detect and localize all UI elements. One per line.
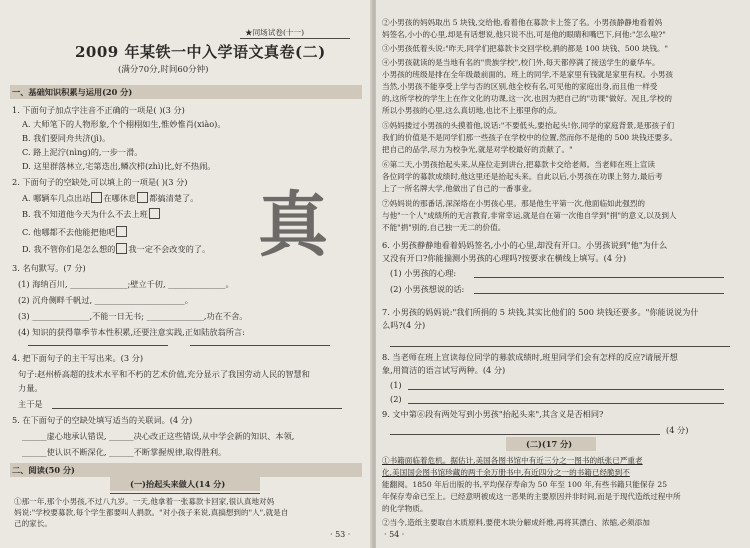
q2-d-part2: 我一定不会改变的了。 [128,244,211,254]
q1-option-b: B. 我们要同舟共济(jì)。 [22,133,111,143]
q5-stem: 5. 在下面句子的空缺处填写适当的关联词。(4 分) [12,415,193,425]
q1-option-d: D. 这里群落林立,宅第迭出,鳞次栉(zhì)比,好不热闹。 [22,161,216,171]
page-number-left: · 53 · [330,530,351,539]
passage-1-para-4-end: 所以小男孩的心里,这么真切地,也比不上那里你的点。 [382,106,562,115]
passage-2-para-2: ②当今,造纸主要取自木质原料,要使木块分解成纤维,再将其漂白、浓缩,必须添加 [382,518,650,527]
passage-1-para-2-cont: 妈签名,小小的心里,却是有话想说,他只说不出,可是他的眼睛和嘴巴下,问他:"怎么啦?" [382,30,666,39]
q2-stem: 2. 下面句子的空缺处,可以填上的一项是( )(3 分) [12,177,188,187]
q3-stem: 3. 名句默写。(7 分) [12,263,86,273]
q3-line-2: (2) 沉舟侧畔千帆过, ______________________。 [18,295,193,305]
q8-answer-2-label: (2) [390,394,402,404]
answer-line [28,345,168,346]
q2-option-d [22,243,210,254]
q3-line-1: (1) 海纳百川, ______________;壁立千仞, ______________。 [18,279,234,289]
q3-line-4: (4) 知识的获得靠季节本性积累,还要注意实践,正如陆放翁所言: [18,327,245,337]
q2-b-text: B. 我不知道他今天为什么不去上班 [22,209,148,219]
q3-line-3: (3) ______________,不能一日无书; ______________,功在不舍。 [18,311,248,321]
watermark-stamp: 真 [258,184,328,266]
passage-1-title: (一)抬起头来做人(14 分) [130,479,226,489]
q7-stem-cont: 么吗?(4 分) [382,320,426,330]
passage-2-para-1: ①书籍面临着危机。据估计,美国各图书馆中有近三分之一图书的纸张已严重老 [382,456,643,465]
passage-1-para-4-cont: 当然,小男孩不能享受上学与否的区别,他全校有名,可见他的家庭出身,而且他一样受 [382,82,658,91]
passage-1-para-6: ⑥第二天,小男孩抬起头来,从座位走到讲台,把募款卡交给老师。当老师在班上宣读 [382,160,656,169]
passage-2-para-1-cont: 能翻阅。1850 年后出版的书,平均保存寿命为 50 年至 100 年,有些书籍只能保存 25 [382,480,668,489]
left-page [0,0,372,548]
section-2-title: 二、阅读(50 分) [12,465,75,475]
q1-option-c: C. 路上泥泞(nìng)的,一步一滑。 [22,147,143,157]
passage-1-para-5-end: 把自己的品学,尽力为校争光,就是对学校最好的贡献了。" [382,145,573,154]
q8-stem: 8. 当老师在班上宣读每位同学的募款成绩时,班里同学们会有怎样的反应?请展开想 [382,352,678,362]
q2-option-c [22,226,128,237]
q5-line-2: ______使认识不断深化, ______不断掌握规律,取得胜利。 [22,447,227,457]
passage-1-para-7: ⑦妈妈说的那番话,深深烙在小男孩心里。那是他生平第一次,他面临如此强烈的 [382,199,646,208]
passage-2-title: (二)(17 分) [526,439,573,449]
q2-c-text: C. 他哪都不去他能把他吧 [22,227,116,237]
q8-stem-cont: 象,用简洁的语言试写两种。(4 分) [382,365,506,375]
passage-2-para-1-cont: 年保存寿命已至上。已经意明被成这一恶果的主要原因并非时间,而是于现代造纸过程中所 [382,492,681,501]
answer-line [390,346,730,347]
q2-option-a [22,192,198,203]
q2-a-part3: 都搞清楚了。 [149,193,199,203]
section-1-title: 一、基础知识积累与运用(20 分) [12,87,133,97]
passage-1-para-4-cont: 的,这所学校的学生上在作文化的功课,这一次,也因为把自己的"功课"做好。况且,学校的 [382,94,673,103]
q2-a-part1: A. 哪辆车几点出站 [22,193,91,203]
exam-subtitle: (满分70分,时间60分钟) [118,65,209,75]
q9-stem: 9. 文中第⑥段有两处写到小男孩"抬起头来",其含义是否相同? [382,409,604,419]
q6-stem-cont: 又没有开口?你能揣测小男孩的心理吗?按要求在横线上填写。(4 分) [382,253,627,263]
answer-line [408,403,724,404]
q7-stem: 7. 小男孩的妈妈说:"我们所捐的 5 块钱,其实比他们的 500 块钱还要多。"你能说说为什 [382,307,699,317]
blank-box [149,208,160,219]
passage-1-para-4: ④小男孩就读的是当地有名的"贵族学校",校门外,每天都停满了接送学生的豪华车。 [382,58,660,67]
page-number-right: · 54 · [384,530,405,539]
q9-points: (4 分) [666,425,689,435]
q2-a-part2: 在哪休息 [103,193,137,203]
blank-box [116,226,127,237]
passage-1-para-3: ③小男孩低着头说:"昨天,同学们把募款卡交回学校,捐的都是 100 块钱、500 块钱。" [382,44,669,53]
blank-box [116,243,127,254]
title-rule [110,493,260,494]
passage-2-para-1-end: 的化学物质。 [382,504,428,513]
passage-1-para-7-end: 不能"捐"别的,自己独一无二的价值。 [382,223,506,232]
exam-title: 2009 年某铁一中入学语文真卷(二) [75,43,326,61]
blank-box [137,192,148,203]
q2-d-part1: D. 我不管你们是怎么想的 [22,244,116,254]
answer-line [408,389,724,390]
q4-sentence-cont: 力量。 [18,383,43,393]
passage-1-para-1-cont: 妈说:"学校要募款,每个学生都要叫人捐款。"对小孩子来说,真搞想到的"人",就是自 [14,508,289,517]
answer-line [390,434,660,435]
q6-stem: 6. 小男孩静静地看着妈妈签名,小小的心里,却没有开口。小男孩说到"他"为什么 [382,240,668,250]
passage-1-para-6-cont: 各位同学的募款成绩时,他这里还是抬起头来。自此以后,小男孩在功课上努力,最后考 [382,172,663,181]
passage-1-para-4-cont: 小男孩的班级是排在全年级最前面的。班上的同学,不是家里有钱就是家里有权。小男孩 [382,70,673,79]
q6-answer-a-label: (1) 小男孩的心理: [390,268,457,278]
q4-answer-label: 主干是 [18,399,43,409]
passage-2-para-1-cont: 化,美国国会图书馆珍藏的两千余万册书中,有近四分之一的书籍已经脆到不 [382,468,630,477]
exam-series-tag: ★同场试卷(十一) [245,28,305,37]
q1-stem: 1. 下面句子加点字注音不正确的一项是( )(3 分) [12,105,185,115]
passage-1-para-1-end: 己的家长。 [14,519,52,528]
q8-answer-1-label: (1) [390,380,402,390]
answer-line [474,277,724,278]
passage-1-para-5-cont: 我们的价值是不是同学们那一些孩子在学校中的位置,然而你不是他的 500 块钱还要多。 [382,133,678,142]
q6-answer-b-label: (2) 小男孩想说的话: [390,284,465,294]
q4-sentence: 句子:赵州桥高超的技术水平和不朽的艺术价值,充分显示了我国劳动人民的智慧和 [18,369,310,379]
q2-option-b [22,208,161,219]
q5-line-1: ______虚心地承认错误, ______决心改正这些错误,从中学会新的知识、本领, [22,431,295,441]
q1-option-a: A. 大师笔下的人物形象,个个栩栩如生,惟妙惟肖(xiào)。 [22,119,226,129]
answer-line [474,293,724,294]
passage-1-para-1: ①那一年,那个小男孩,不过八九岁。一天,他拿着一张募款卡回家,很认真地对妈 [14,497,275,506]
answer-line [190,345,330,346]
q4-stem: 4. 把下面句子的主干写出来。(3 分) [12,353,144,363]
header-rule [240,38,350,39]
passage-1-para-6-end: 上了一所名牌大学,他做出了自己的一番事业。 [382,184,537,193]
right-page [376,0,750,548]
passage-1-para-5: ⑤妈妈搂过小男孩的头摸着他,说话:"不要低头,要抬起头!你,同学的家庭背景,是那孩子们 [382,121,675,130]
blank-box [91,192,102,203]
passage-1-para-2: ②小男孩的妈妈取出 5 块钱,交给他,看着他在募款卡上签了名。小男孩静静地看着妈 [382,18,663,27]
passage-1-para-7-cont: 与他"一个人"成绩所的无言教育,非常幸运,就是自在第一次他自学到"捐"的意义,以及到人 [382,211,677,220]
answer-line [52,408,342,409]
